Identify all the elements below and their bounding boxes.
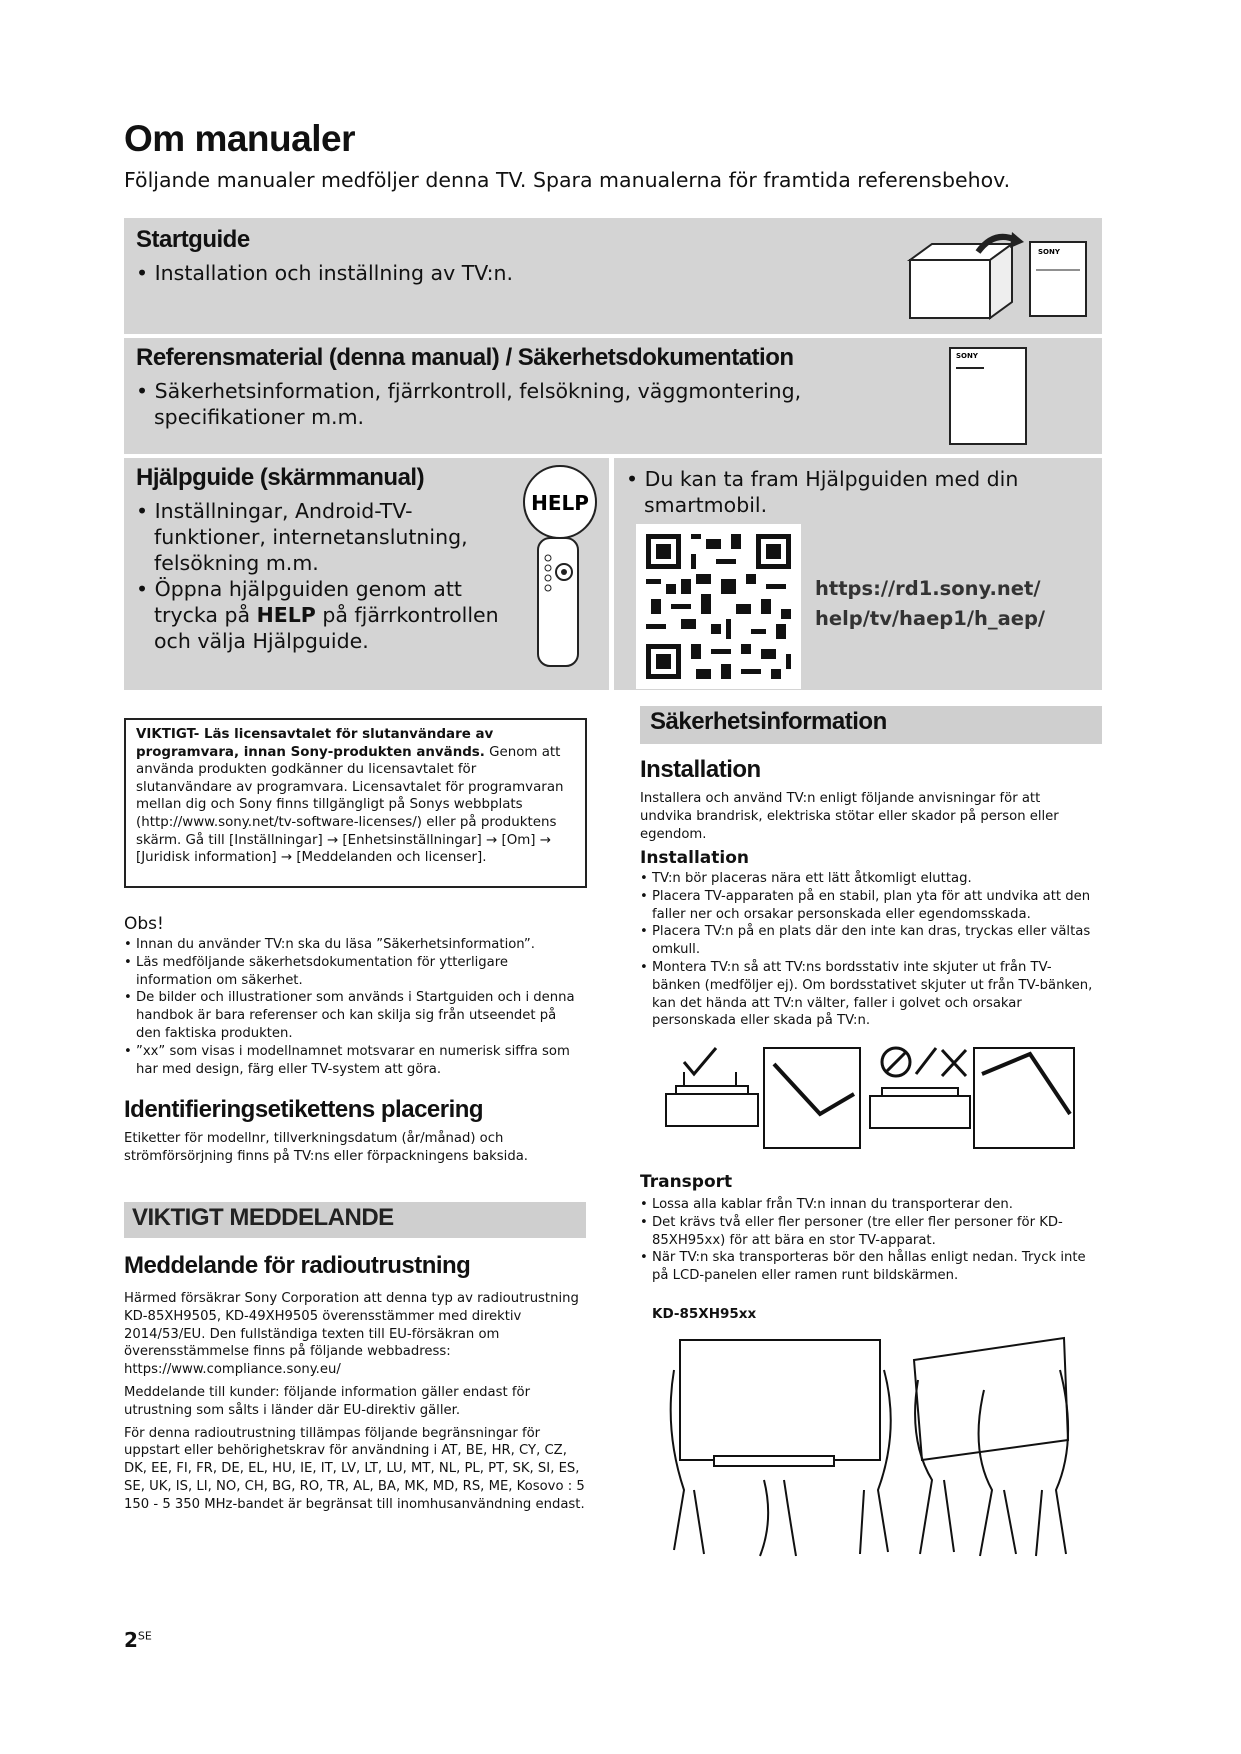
installation-item: • Montera TV:n så att TV:ns bordsstativ inte skjuter ut från TV-bänken (medföljer ej). Om bordsstativet skjuter ut från TV-bänken, kan det hända att TV:n välter, faller i golvet och orsakar personskada eller skada på TV:n. xyxy=(640,959,1100,1030)
smart-text: • Du kan ta fram Hjälpguiden med din smartmobil. xyxy=(626,466,1026,518)
transport-item: • Lossa alla kablar från TV:n innan du transporterar den. xyxy=(640,1196,1100,1214)
hjalp-title: Hjälpguide (skärmmanual) xyxy=(136,464,425,491)
startguide-title: Startguide xyxy=(136,226,250,253)
help-remote-icon xyxy=(520,462,600,672)
radio-p2: Meddelande till kunder: följande information gäller endast för utrustning som sålts i länder där EU-direktiv gäller. xyxy=(124,1384,530,1418)
radio-title: Meddelande för radioutrustning xyxy=(124,1252,471,1279)
startguide-item: • Installation och inställning av TV:n. xyxy=(136,260,1090,286)
installation-text: Installera och använd TV:n enligt följande anvisningar för att undvika brandrisk, elektriska stötar eller skador på person eller egendom. xyxy=(640,791,1059,842)
transport-list xyxy=(640,1196,1100,1285)
sony-logo-small: SONY xyxy=(956,352,978,360)
hjalp-item-settings: • Inställningar, Android-TV-funktioner, internetanslutning, felsökning m.m. xyxy=(136,498,521,576)
radio-text xyxy=(124,1290,586,1514)
obs-item: • De bilder och illustrationer som används i Startguiden och i denna handbok är bara referenser och kan skilja sig från utseendet på den faktiska produkten. xyxy=(124,989,576,1042)
installation-item: • Placera TV:n på en plats där den inte kan dras, tryckas eller vältas omkull. xyxy=(640,923,1100,959)
model-label: KD-85XH95xx xyxy=(652,1306,757,1322)
obs-item: • Innan du använder TV:n ska du läsa ”Säkerhetsinformation”. xyxy=(124,936,576,954)
license-notice-text: Genom att använda produkten godkänner du licensavtalet för slutanvändare av programvara. Licensavtalet för programvaran mellan dig och Sony finns tillgängligt på Sonys webbplats (http://www.sony.net/tv-software-licenses/) eller på produktens skärm. Gå till [Inställningar] → [Enhetsinställningar] → [Om] → [Juridisk information] → [Meddelanden och licenser]. xyxy=(136,744,564,866)
license-notice-box xyxy=(124,718,587,888)
installation-list xyxy=(640,870,1100,1030)
transport-title: Transport xyxy=(640,1172,733,1192)
sakerhet-header: Säkerhetsinformation xyxy=(650,708,887,735)
sony-logo-small: SONY xyxy=(1038,248,1060,256)
obs-item: • Läs medföljande säkerhetsdokumentation för ytterligare information om säkerhet. xyxy=(124,954,576,990)
tv-transport-illustration xyxy=(664,1330,1084,1562)
obs-item: • ”xx” som visas i modellnamnet motsvarar en numerisk siffra som har med design, färg eller TV-system att göra. xyxy=(124,1043,576,1079)
ident-title: Identifieringsetikettens placering xyxy=(124,1096,484,1123)
radio-p3: För denna radioutrustning tillämpas följande begränsningar för uppstart eller behörighetskrav för användning i AT, BE, HR, CY, CZ, DK, EE, FI, FR, DE, EL, HU, IE, IT, LV, LT, LU, MT, NL, PL, PT, SK, SI, ES, SE, UK, IS, LI, NO, CH, BG, RO, TR, AL, BA, MK, MD, RS, ME, Kosovo : 5 150 - 5 350 MHz-bandet är begränsat till inomhusanvändning endast. xyxy=(124,1425,585,1512)
intro-text: Följande manualer medföljer denna TV. Spara manualerna för framtida referensbehov. xyxy=(124,168,1011,192)
obs-list xyxy=(124,936,576,1078)
tv-stand-illustration xyxy=(660,1044,1080,1154)
page-title: Om manualer xyxy=(124,118,355,159)
installation-subtitle: Installation xyxy=(640,848,750,868)
viktigt-meddelande-title: VIKTIGT MEDDELANDE xyxy=(132,1204,394,1231)
cross-icon xyxy=(942,1050,966,1076)
referens-item: • Säkerhetsinformation, fjärrkontroll, felsökning, väggmontering, specifikationer m.m. xyxy=(136,378,926,430)
qr-code xyxy=(636,524,801,689)
hjalp-item-open: • Öppna hjälpguiden genom att trycka på HELP på fjärrkontrollen och välja Hjälpguide. xyxy=(136,576,521,654)
help-label: HELP xyxy=(531,491,589,515)
checkmark-icon xyxy=(684,1048,716,1074)
referens-title: Referensmaterial (denna manual) / Säkerhetsdokumentation xyxy=(136,344,794,371)
help-url: https://rd1.sony.net/ help/tv/haep1/h_aep/ xyxy=(815,577,1046,630)
transport-item: • När TV:n ska transporteras bör den hållas enligt nedan. Tryck inte på LCD-panelen eller ramen runt bildskärmen. xyxy=(640,1249,1100,1285)
transport-item: • Det krävs två eller fler personer (tre eller fler personer för KD-85XH95xx) för att bära en stor TV-apparat. xyxy=(640,1214,1100,1250)
license-notice-bold: VIKTIGT- Läs licensavtalet för slutanvändare av programvara, innan Sony-produkten används. xyxy=(136,727,494,760)
reference-manual-icon xyxy=(948,346,1028,446)
installation-item: • Placera TV-apparaten på en stabil, plan yta för att undvika att den faller ner och orsakar personskada eller egendomsskada. xyxy=(640,888,1100,924)
page-number: $2^{SE}$ xyxy=(124,1628,152,1652)
box-manual-icon xyxy=(898,230,1098,330)
obs-title: Obs! xyxy=(124,914,164,934)
ident-text: Etiketter för modellnr, tillverkningsdatum (år/månad) och strömförsörjning finns på TV:ns eller förpackningens baksida. xyxy=(124,1131,528,1164)
installation-item: • TV:n bör placeras nära ett lätt åtkomligt eluttag. xyxy=(640,870,1100,888)
radio-p1: Härmed försäkrar Sony Corporation att denna typ av radioutrustning KD-85XH9505, KD-49XH9505 överensstämmer med direktiv 2014/53/EU. Den fullständiga texten till EU-försäkran om överensstämmelse finns på följande webbadress: https://www.compliance.sony.eu/ xyxy=(124,1291,579,1378)
installation-title: Installation xyxy=(640,756,761,783)
